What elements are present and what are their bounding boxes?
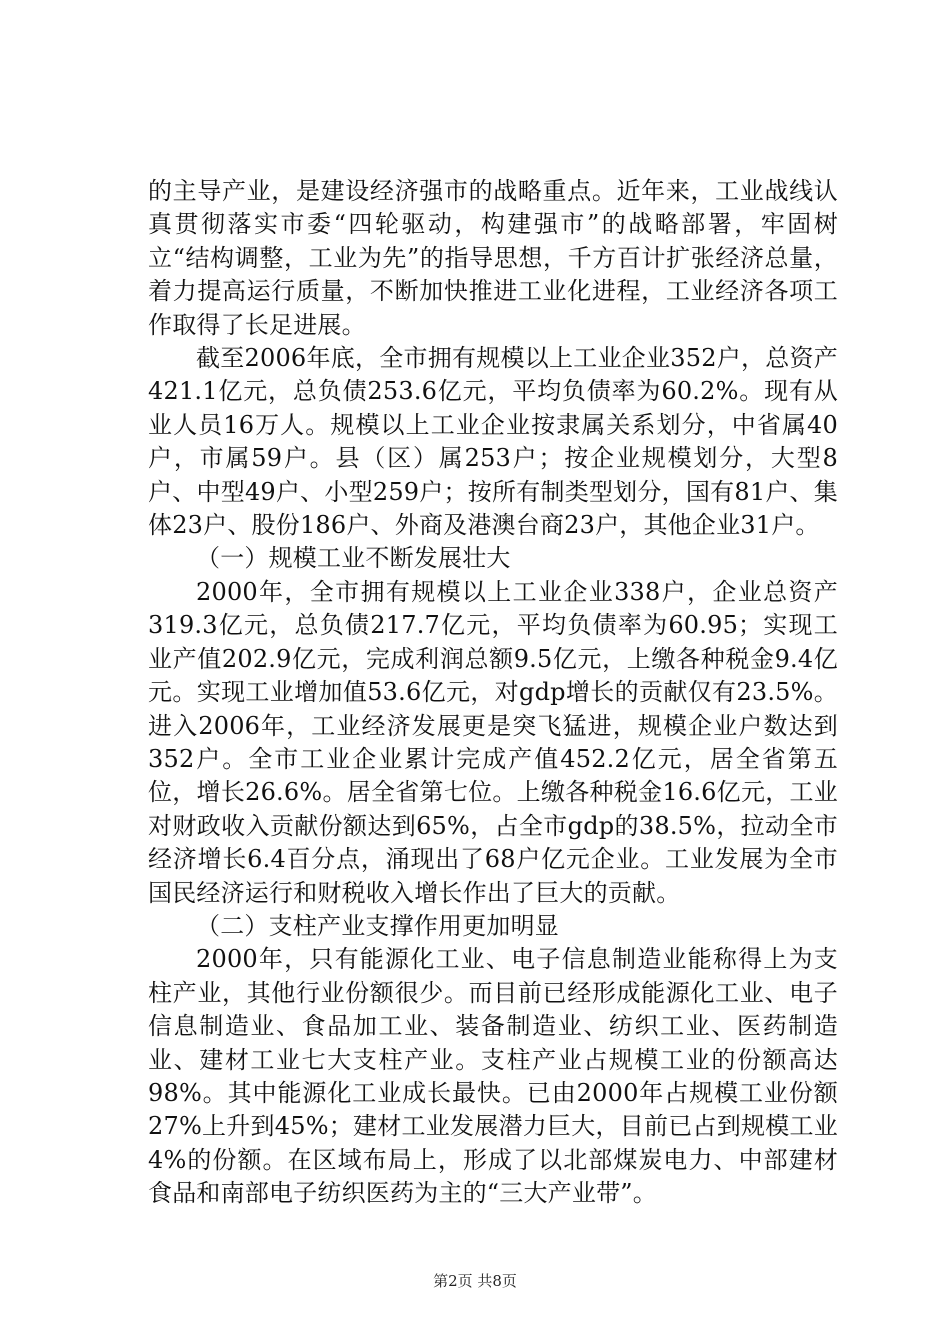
paragraph-scale-industry: 2000年，全市拥有规模以上工业企业338户，企业总资产319.3亿元，总负债217.7亿元，平均负债率为60.95；实现工业产值202.9亿元，完成利润总额9.5亿元，上缴各种税金9.4亿元。实现工业增加值53.6亿元，对gdp增长的贡献仅有23.5%。进入2006年，工业经济发展更是突飞猛进，规模企业户数达到352户。全市工业企业累计完成产值452.2亿元，居全省第五位，增长26.6%。居全省第七位。上缴各种税金16.6亿元，工业对财政收入贡献份额达到65%，占全市gdp的38.5%，拉动全市经济增长6.4百分点，涌现出了68户亿元企业。工业发展为全市国民经济运行和财税收入增长作出了巨大的贡献。 xyxy=(148,577,838,907)
section-heading-2: （二）支柱产业支撑作用更加明显 xyxy=(196,911,559,940)
page-number-footer: 第2页 共8页 xyxy=(433,1272,517,1290)
paragraph-pillar-industries: 2000年，只有能源化工业、电子信息制造业能称得上为支柱产业，其他行业份额很少。而目前已经形成能源化工业、电子信息制造业、食品加工业、装备制造业、纺织工业、医药制造业、建材工业七大支柱产业。支柱产业占规模工业的份额高达98%。其中能源化工业成长最快。已由2000年占规模工业份额27%上升到45%；建材工业发展潜力巨大，目前已占到规模工业4%的份额。在区域布局上，形成了以北部煤炭电力、中部建材食品和南部电子纺织医药为主的“三大产业带”。 xyxy=(148,945,838,1208)
paragraph-intro-continuation: 的主导产业，是建设经济强市的战略重点。近年来，工业战线认真贯彻落实市委“四轮驱动，构建强市”的战略部署，牢固树立“结构调整，工业为先”的指导思想，千方百计扩张经济总量，着力提高运行质量，不断加快推进工业化进程，工业经济各项工作取得了长足进展。 xyxy=(148,177,838,339)
section-heading-1: （一）规模工业不断发展壮大 xyxy=(196,544,511,573)
document-body xyxy=(148,175,838,1211)
paragraph-enterprise-statistics: 截至2006年底，全市拥有规模以上工业企业352户，总资产421.1亿元，总负债253.6亿元，平均负债率为60.2%。现有从业人员16万人。规模以上工业企业按隶属关系划分，中省属40户，市属59户。县（区）属253户；按企业规模划分，大型8户、中型49户、小型259户；按所有制类型划分，国有81户、集体23户、股份186户、外商及港澳台商23户，其他企业31户。 xyxy=(148,344,838,540)
